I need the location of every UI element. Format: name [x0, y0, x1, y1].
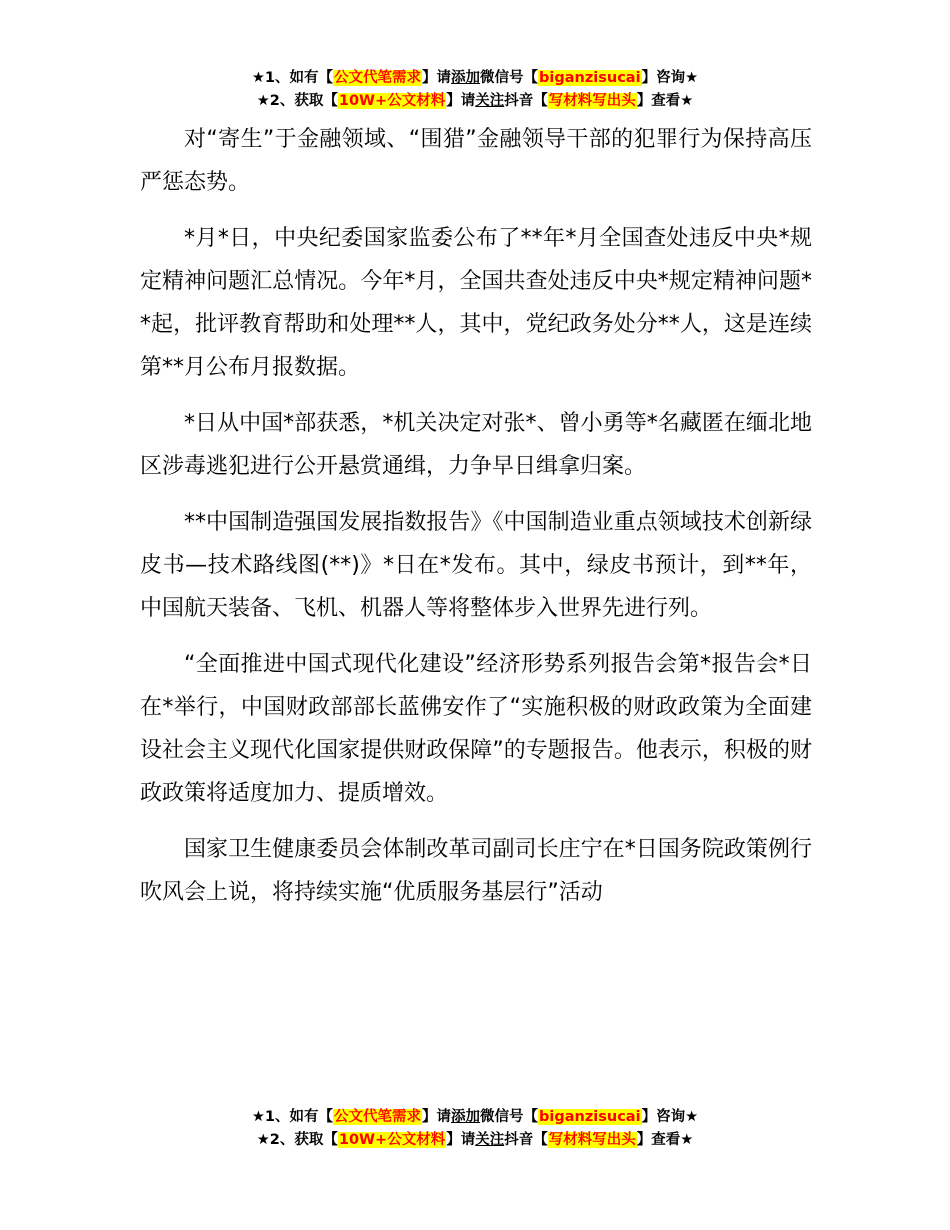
- banner-line-1: [0, 67, 950, 90]
- banner-text: 微信号【: [480, 1109, 539, 1125]
- underlined-text: 添加: [451, 1109, 481, 1125]
- highlight-wechat-id: biganzisucai: [539, 1109, 641, 1125]
- document-body: [140, 118, 812, 927]
- banner-text: 】咨询★: [641, 1109, 699, 1125]
- banner-text: ★2、获取【: [256, 1132, 338, 1148]
- paragraph: **中国制造强国发展指数报告》《中国制造业重点领域技术创新绿皮书—技术路线图(**)》*日在*发布。其中，绿皮书预计，到**年，中国航天装备、飞机、机器人等将整体步入世界先进行列。: [140, 510, 812, 621]
- paragraph: *日从中国*部获悉，*机关决定对张*、曾小勇等*名藏匿在缅北地区涉毒逃犯进行公开悬赏通缉，力争早日缉拿归案。: [140, 411, 812, 479]
- highlight-wechat-id: biganzisucai: [539, 70, 641, 86]
- underlined-text: 关注: [475, 93, 505, 109]
- banner-text: 抖音【: [504, 1132, 548, 1148]
- banner-text: 】请: [422, 1109, 452, 1125]
- underlined-text: 添加: [451, 70, 481, 86]
- banner-text: ★2、获取【: [256, 93, 338, 109]
- banner-text: ★1、如有【: [251, 70, 334, 86]
- paragraph: “全面推进中国式现代化建设”经济形势系列报告会第*报告会*日在*举行，中国财政部部长蓝佛安作了“实施积极的财政政策为全面建设社会主义现代化国家提供财政保障”的专题报告。他表示，积极的财政政策将适度加力、提质增效。: [140, 652, 812, 806]
- banner-text: 】请: [446, 93, 476, 109]
- paragraph: 对“寄生”于金融领域、“围猎”金融领导干部的犯罪行为保持高压严惩态势。: [140, 127, 812, 195]
- header-banner: [0, 67, 950, 113]
- banner-text: 】查看★: [636, 1132, 694, 1148]
- banner-text: ★1、如有【: [251, 1109, 334, 1125]
- banner-text: 抖音【: [504, 93, 548, 109]
- banner-text: 】请: [422, 70, 452, 86]
- banner-text: 】查看★: [636, 93, 694, 109]
- footer-banner: [0, 1106, 950, 1152]
- banner-line-2: [0, 90, 950, 113]
- banner-text: 】请: [446, 1132, 476, 1148]
- banner-line-1: [0, 1106, 950, 1129]
- highlight-douyin-account: 写材料写出头: [548, 93, 636, 109]
- paragraph: 国家卫生健康委员会体制改革司副司长庄宁在*日国务院政策例行吹风会上说，将持续实施“优质服务基层行”活动: [140, 837, 812, 905]
- highlight-materials: 10W+公文材料: [338, 1132, 446, 1148]
- highlight-service: 公文代笔需求: [334, 70, 422, 86]
- banner-text: 】咨询★: [641, 70, 699, 86]
- banner-line-2: [0, 1129, 950, 1152]
- highlight-materials: 10W+公文材料: [338, 93, 446, 109]
- highlight-service: 公文代笔需求: [334, 1109, 422, 1125]
- banner-text: 微信号【: [480, 70, 539, 86]
- paragraph: *月*日，中央纪委国家监委公布了**年*月全国查处违反中央*规定精神问题汇总情况。今年*月，全国共查处违反中央*规定精神问题**起，批评教育帮助和处理**人，其中，党纪政务处分**人，这是连续第**月公布月报数据。: [140, 226, 812, 380]
- underlined-text: 关注: [475, 1132, 505, 1148]
- highlight-douyin-account: 写材料写出头: [548, 1132, 636, 1148]
